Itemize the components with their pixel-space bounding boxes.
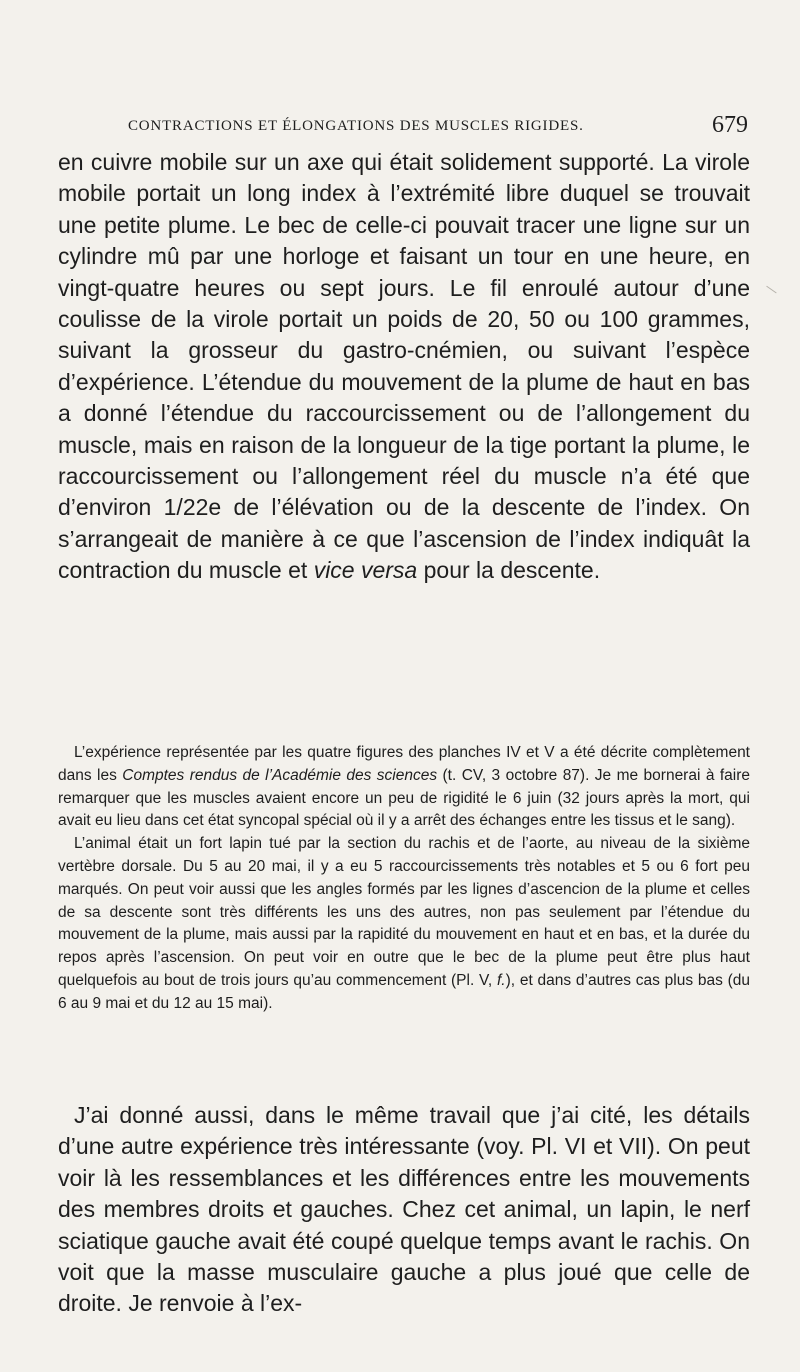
margin-mark [759,286,776,304]
note-text: L’expérience représentée par les quatre figures des planches IV et V a été décrite complètement dans les [58,744,750,784]
main-paragraph-text: en cuivre mobile sur un axe qui était solidement supporté. La virole mobile portait un long index à l’extrémité libre duquel se trouvait une petite plume. Le bec de celle-ci pouvait tracer une ligne sur un cylindre mû par une horloge et faisant un tour en une heure, en vingt-quatre heures ou sept jours. Le fil enroulé autour d’une coulisse de la virole portait un poids de 20, 50 ou 100 grammes, suivant la grosseur du gastro-cnémien, ou suivant l’espèce d’expérience. L’étendue du mouvement de la plume de haut en bas a donné l’étendue du raccourcissement ou de l’allongement du muscle, mais en raison de la longueur de la tige portant la plume, le raccourcissement ou l’allongement réel du muscle n’a été que d’environ 1/22e de l’élévation ou de la descente de l’index. On s’arrangeait de manière à ce que l’ascension de l’index indiquât la contraction du muscle et [58,149,750,584]
main-paragraph [58,147,750,587]
note-text: (t. CV, 3 octobre 87). Je me bornerai à faire remarquer que les muscles avaient encore un peu de rigidité le 6 juin (32 jours après la mort, qui avait eu lieu dans cet état syncopal spécial où il y a arrêt des échanges entre les tissus et le sang). [58,766,751,830]
note-paragraph [58,742,750,833]
closing-text-block [58,1100,750,1320]
page-number: 679 [712,112,748,138]
note-text: L’animal était un fort lapin tué par la section du rachis et de l’aorte, au niveau de la sixième vertèbre dorsale. Du 5 au 20 mai, il y a eu 5 raccourcissements très notables et 5 ou 6 fort peu marqués. On peut voir aussi que les angles formés par les lignes d’ascencion de la plume et celles de sa descente sont très différents les uns des autres, non pas seulement par l’étendue du mouvement de la plume, mais aussi par la rapidité du mouvement en haut et en bas, et la durée du repos après l’ascension. On peut voir en outre que le bec de la plume peut être plus haut quelquefois au bout de trois jours qu’au commencement (Pl. V, [58,835,750,989]
note-text: ), et dans d’autres cas plus bas (du 6 au 9 mai et du 12 au 15 mai). [58,971,750,1012]
closing-paragraph: J’ai donné aussi, dans le même travail que j’ai cité, les détails d’une autre expérience très intéressante (voy. Pl. VI et VII). On peut voir là les ressemblances et les différences entre les mouvements des membres droits et gauches. Chez cet animal, un lapin, le nerf sciatique gauche avait été coupé quelque temps avant le rachis. On voit que la masse musculaire gauche a plus joué que celle de droite. Je renvoie à l’ex- [58,1102,750,1317]
running-head [128,112,748,142]
notes-block [58,742,750,1016]
journal-title: Comptes rendus de l’Académie des sciences [122,766,438,784]
figure-reference: f. [497,971,506,989]
main-paragraph-tail: pour la descente. [417,557,601,584]
note-paragraph [58,833,750,1015]
main-text-block [58,147,750,587]
vice-versa-emphasis: vice versa [313,557,418,584]
running-title: CONTRACTIONS ET ÉLONGATIONS DES MUSCLES RIGIDES. [128,118,584,134]
